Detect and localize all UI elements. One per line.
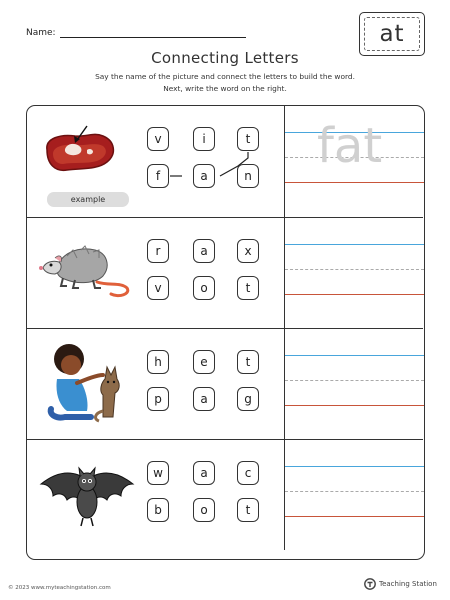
brand-logo[interactable] xyxy=(364,578,437,590)
letter-tile[interactable]: c xyxy=(237,461,259,485)
page-title: Connecting Letters xyxy=(151,49,299,67)
column-divider xyxy=(284,440,285,550)
boy-petting-cat-icon xyxy=(41,339,133,429)
letter-tile[interactable]: t xyxy=(237,127,259,151)
name-label: Name: xyxy=(26,28,56,38)
writing-mid-line xyxy=(285,269,424,270)
writing-mid-line xyxy=(285,491,424,492)
letter-tile[interactable]: t xyxy=(237,276,259,300)
writing-top-line xyxy=(285,466,424,467)
letter-tile[interactable]: a xyxy=(193,164,215,188)
letter-tile[interactable]: a xyxy=(193,387,215,411)
word-family-text: at xyxy=(364,17,420,51)
writing-mid-line xyxy=(285,380,424,381)
letter-tile[interactable]: t xyxy=(237,498,259,522)
example-label: example xyxy=(47,192,129,207)
worksheet-row-4 xyxy=(27,439,423,550)
writing-base-line xyxy=(285,516,424,517)
letter-tile[interactable]: v xyxy=(147,276,169,300)
bat-icon xyxy=(37,462,137,532)
letter-tile[interactable]: o xyxy=(193,498,215,522)
column-divider xyxy=(284,106,285,217)
letter-tile[interactable]: a xyxy=(193,461,215,485)
letter-tile[interactable]: w xyxy=(147,461,169,485)
copyright-text: © 2023 www.myteachingstation.com xyxy=(8,585,111,591)
worksheet-row-2 xyxy=(27,217,423,328)
trace-word: fat xyxy=(317,118,383,174)
teaching-station-logo-icon xyxy=(364,578,376,590)
worksheet-table xyxy=(26,105,425,560)
name-line[interactable] xyxy=(60,28,246,38)
writing-top-line xyxy=(285,244,424,245)
writing-base-line xyxy=(285,294,424,295)
writing-base-line xyxy=(285,182,424,183)
letter-tile[interactable]: a xyxy=(193,239,215,263)
worksheet-row-3 xyxy=(27,328,423,439)
letter-tile[interactable]: x xyxy=(237,239,259,263)
letter-tile[interactable]: h xyxy=(147,350,169,374)
letter-tile[interactable]: g xyxy=(237,387,259,411)
letter-tile[interactable]: r xyxy=(147,239,169,263)
writing-top-line xyxy=(285,355,424,356)
instruction-line-1: Say the name of the picture and connect the letters to build the word. xyxy=(95,72,355,81)
letter-tile[interactable]: o xyxy=(193,276,215,300)
letter-tile[interactable]: v xyxy=(147,127,169,151)
letter-tile[interactable]: t xyxy=(237,350,259,374)
worksheet-row-1 xyxy=(27,106,423,217)
letter-tile[interactable]: i xyxy=(193,127,215,151)
writing-base-line xyxy=(285,405,424,406)
column-divider xyxy=(284,329,285,439)
possum-icon xyxy=(37,236,137,306)
letter-tile[interactable]: p xyxy=(147,387,169,411)
column-divider xyxy=(284,218,285,328)
brand-name: Teaching Station xyxy=(379,580,437,588)
letter-tile[interactable]: n xyxy=(237,164,259,188)
connector-lines xyxy=(27,106,284,217)
name-row xyxy=(26,28,246,38)
letter-tile[interactable]: b xyxy=(147,498,169,522)
letter-tile[interactable]: f xyxy=(147,164,169,188)
letter-tile[interactable]: e xyxy=(193,350,215,374)
instruction-line-2: Next, write the word on the right. xyxy=(163,84,287,93)
